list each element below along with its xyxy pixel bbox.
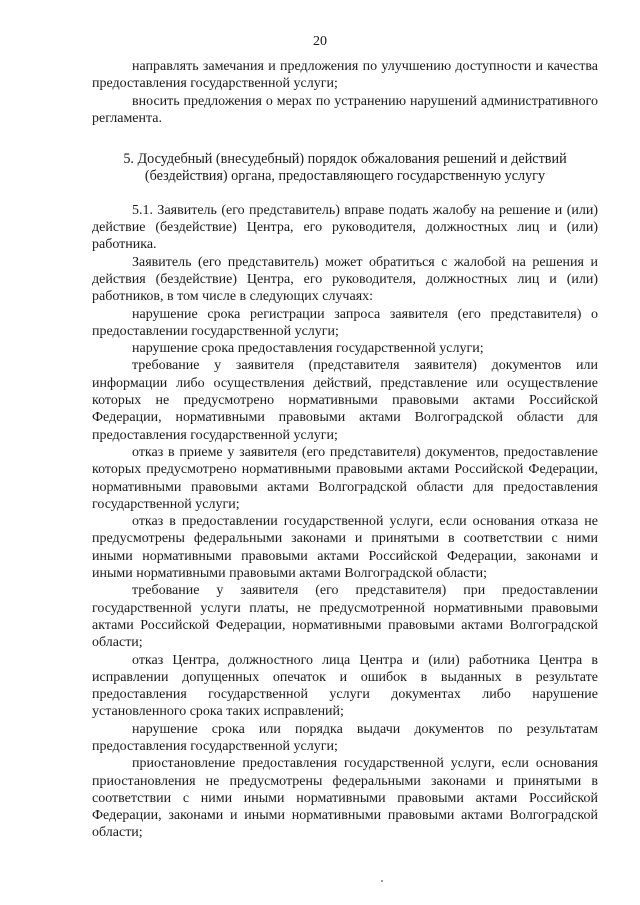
- list-item: отказ в предоставлении государственной услуги, если основания отказа не предусмотрены федеральными законами и принятыми в соответствии с ними иными нормативными правовыми актами Российской Федерации, законами и иными нормативными правовыми актами Волгоградской области;: [92, 514, 598, 582]
- page-number: 20: [313, 34, 327, 49]
- list-item: отказ в приеме у заявителя (его представителя) документов, предоставление которых предусмотрено нормативными правовыми актами Российской Федерации, нормативными правовыми актами Волгоградской области для предоставления государственной услуги;: [92, 444, 598, 512]
- paragraph-proposals: вносить предложения о мерах по устранению нарушений административного регламента.: [92, 93, 598, 126]
- scan-speck: [381, 880, 383, 882]
- paragraph-feedback: направлять замечания и предложения по улучшению доступности и качества предоставления государственной услуги;: [92, 59, 598, 92]
- list-item: требование у заявителя (представителя заявителя) документов или информации либо осуществления действий, представление или осуществление которых не предусмотрено нормативными правовыми актами Российской Федерации, нормативными правовыми актами Волгоградской области для предоставления государственной услуги;: [92, 358, 598, 443]
- list-item: отказ Центра, должностного лица Центра и (или) работника Центра в исправлении допущенных опечаток и ошибок в выданных в результате предоставления государственной услуги документах либо нарушение установленного срока таких исправлений;: [92, 652, 598, 720]
- list-item: требование у заявителя (его представителя) при предоставлении государственной услуги платы, не предусмотренной нормативными правовыми актами Российской Федерации, нормативными правовыми актами Волгоградской области;: [92, 583, 598, 651]
- paragraph-complaint-cases: Заявитель (его представитель) может обратиться с жалобой на решения и действия (бездействие) Центра, его руководителя, должностных лиц и (или) работников, в том числе в следующих случаях:: [92, 254, 598, 305]
- list-item: нарушение срока или порядка выдачи документов по результатам предоставления государственной услуги;: [92, 721, 598, 754]
- document-body: [92, 58, 598, 842]
- list-item: нарушение срока регистрации запроса заявителя (его представителя) о предоставлении государственной услуги;: [92, 306, 598, 339]
- section-heading: 5. Досудебный (внесудебный) порядок обжалования решений и действий (бездействия) органа, предоставляющего государственную услугу: [123, 151, 567, 185]
- list-item: нарушение срока предоставления государственной услуги;: [132, 341, 484, 357]
- list-item: приостановление предоставления государственной услуги, если основания приостановления не предусмотрены федеральными законами и принятыми в соответствии с ними иными нормативными правовыми актами Российской Федерации, законами и иными нормативными правовыми актами Волгоградской области;: [92, 756, 598, 841]
- paragraph-5-1: 5.1. Заявитель (его представитель) вправе подать жалобу на решение и (или) действие (бездействие) Центра, его руководителя, должностных лиц и (или) работника.: [92, 202, 598, 253]
